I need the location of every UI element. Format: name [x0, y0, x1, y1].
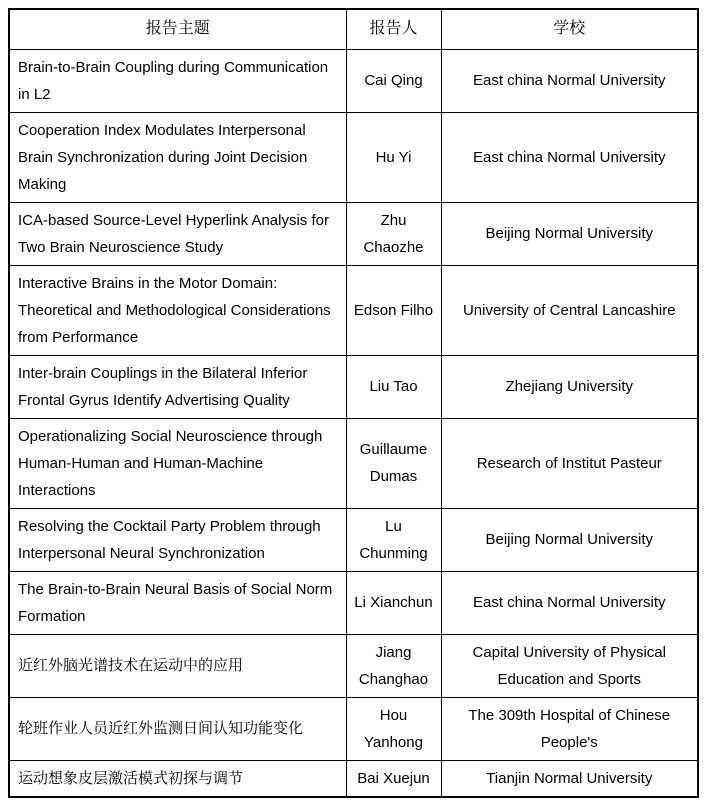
speaker-cell: Liu Tao: [346, 355, 441, 418]
school-cell: East china Normal University: [441, 112, 698, 202]
table-row: [9, 355, 698, 418]
topic-cell: 近红外脑光谱技术在运动中的应用: [9, 634, 346, 697]
topic-cell: Resolving the Cocktail Party Problem through Interpersonal Neural Synchronization: [9, 508, 346, 571]
school-cell: East china Normal University: [441, 49, 698, 112]
school-cell: Beijing Normal University: [441, 508, 698, 571]
topic-cell: ICA-based Source-Level Hyperlink Analysis for Two Brain Neuroscience Study: [9, 202, 346, 265]
speaker-cell: Hu Yi: [346, 112, 441, 202]
speaker-cell: Edson Filho: [346, 265, 441, 355]
table-row: [9, 202, 698, 265]
table-row: [9, 571, 698, 634]
school-cell: The 309th Hospital of Chinese People's: [441, 697, 698, 760]
speaker-cell: Hou Yanhong: [346, 697, 441, 760]
school-cell: Beijing Normal University: [441, 202, 698, 265]
table-row: [9, 634, 698, 697]
school-cell: Research of Institut Pasteur: [441, 418, 698, 508]
table-row: [9, 112, 698, 202]
school-cell: Zhejiang University: [441, 355, 698, 418]
table-row: [9, 49, 698, 112]
school-cell: East china Normal University: [441, 571, 698, 634]
speaker-cell: Lu Chunming: [346, 508, 441, 571]
topic-cell: Operationalizing Social Neuroscience through Human-Human and Human-Machine Interactions: [9, 418, 346, 508]
speaker-cell: Guillaume Dumas: [346, 418, 441, 508]
school-cell: Capital University of Physical Education and Sports: [441, 634, 698, 697]
speaker-cell: Cai Qing: [346, 49, 441, 112]
topic-cell: 轮班作业人员近红外监测日间认知功能变化: [9, 697, 346, 760]
table-row: [9, 760, 698, 797]
topic-cell: Cooperation Index Modulates Interpersonal Brain Synchronization during Joint Decision Making: [9, 112, 346, 202]
speaker-cell: Bai Xuejun: [346, 760, 441, 797]
topic-cell: Interactive Brains in the Motor Domain: Theoretical and Methodological Considerations from Performance: [9, 265, 346, 355]
topic-cell: 运动想象皮层激活模式初探与调节: [9, 760, 346, 797]
table-row: [9, 697, 698, 760]
speaker-cell: Jiang Changhao: [346, 634, 441, 697]
table-body: [9, 49, 698, 797]
school-cell: University of Central Lancashire: [441, 265, 698, 355]
topic-cell: Brain-to-Brain Coupling during Communication in L2: [9, 49, 346, 112]
speaker-cell: Zhu Chaozhe: [346, 202, 441, 265]
topic-cell: The Brain-to-Brain Neural Basis of Social Norm Formation: [9, 571, 346, 634]
column-header-speaker: 报告人: [346, 9, 441, 49]
table-row: [9, 265, 698, 355]
school-cell: Tianjin Normal University: [441, 760, 698, 797]
column-header-topic: 报告主题: [9, 9, 346, 49]
report-schedule-table: [8, 8, 699, 798]
table-header-row: [9, 9, 698, 49]
table-row: [9, 418, 698, 508]
column-header-school: 学校: [441, 9, 698, 49]
topic-cell: Inter-brain Couplings in the Bilateral Inferior Frontal Gyrus Identify Advertising Quality: [9, 355, 346, 418]
speaker-cell: Li Xianchun: [346, 571, 441, 634]
table-row: [9, 508, 698, 571]
